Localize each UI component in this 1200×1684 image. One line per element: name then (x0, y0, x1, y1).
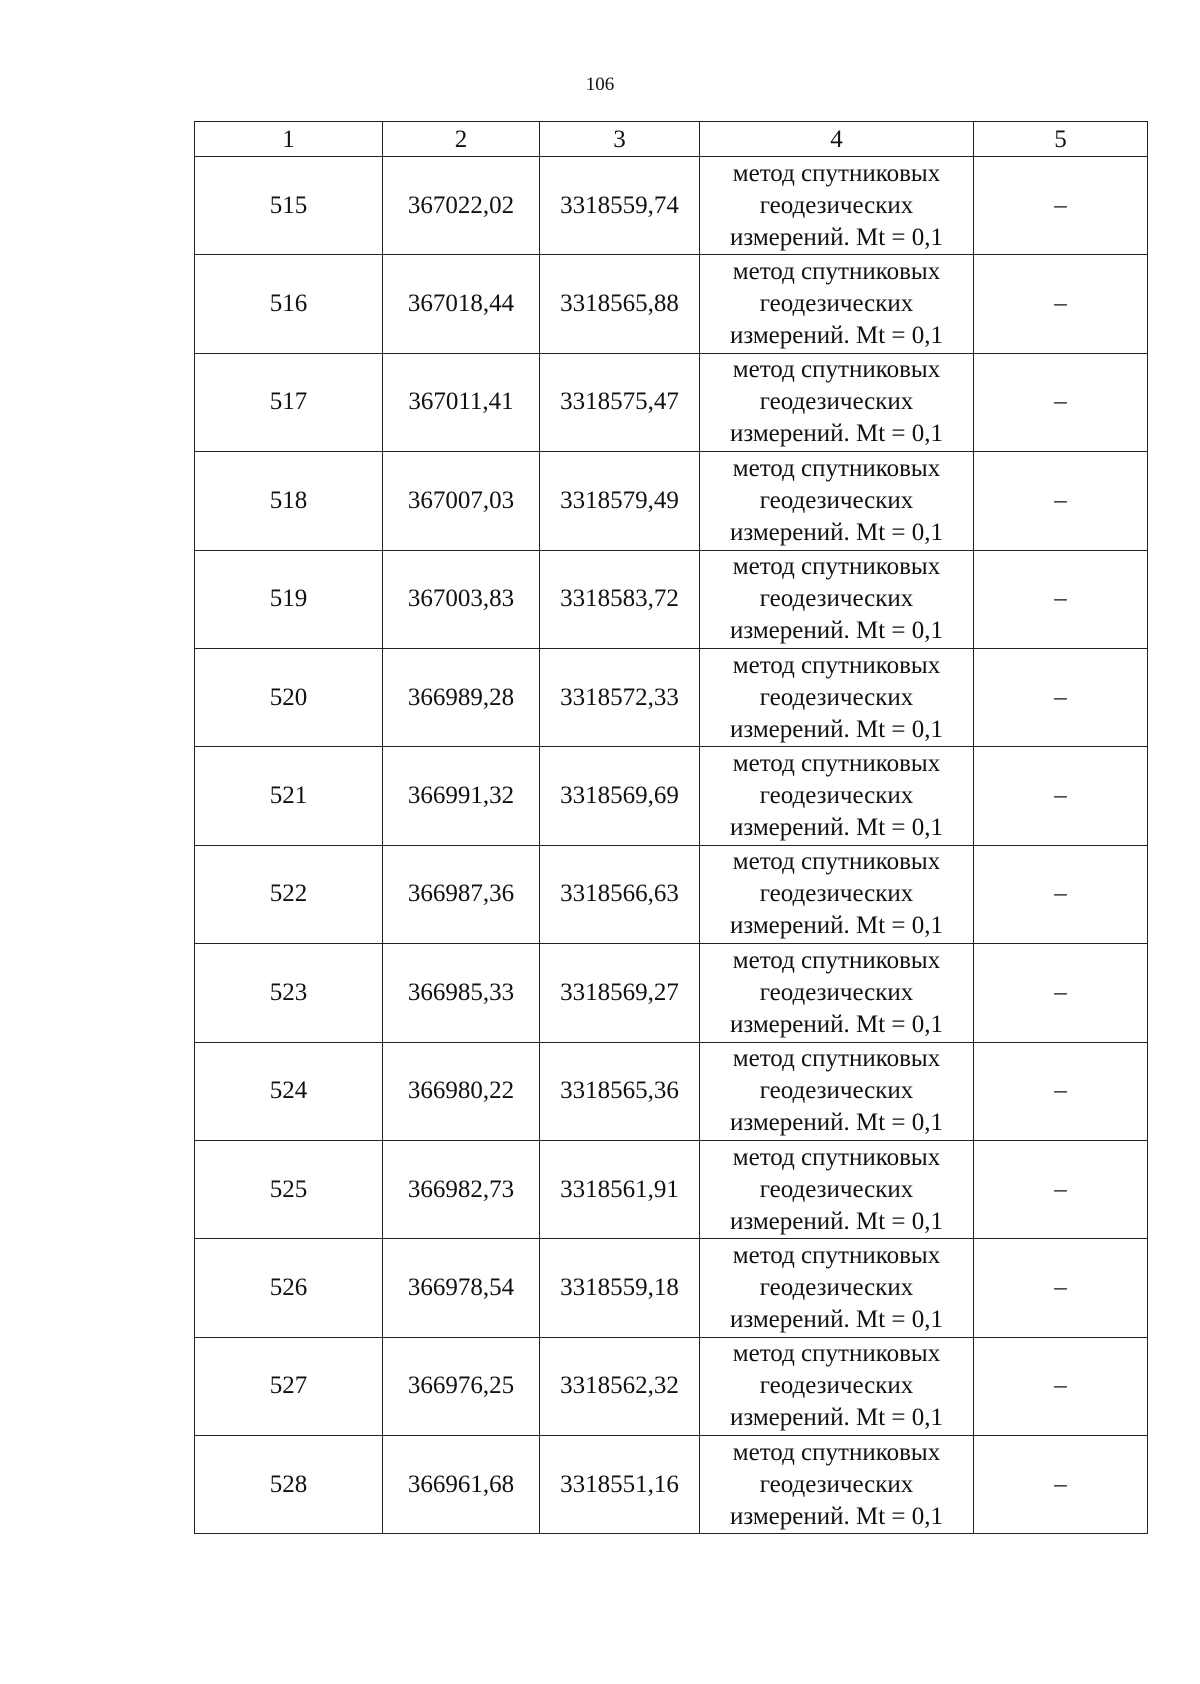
y-coordinate-cell: 3318572,33 (540, 648, 700, 746)
x-coordinate-cell: 366961,68 (383, 1436, 540, 1534)
point-number-cell: 525 (195, 1140, 383, 1238)
coordinates-table (194, 121, 1148, 1534)
method-cell: метод спутниковых геодезических измерений. Mt = 0,1 (700, 550, 974, 648)
x-coordinate-cell: 366976,25 (383, 1337, 540, 1435)
y-coordinate-cell: 3318559,74 (540, 157, 700, 255)
method-cell: метод спутниковых геодезических измерений. Mt = 0,1 (700, 1042, 974, 1140)
method-cell: метод спутниковых геодезических измерений. Mt = 0,1 (700, 747, 974, 845)
x-coordinate-cell: 366985,33 (383, 944, 540, 1042)
header-row (195, 122, 1148, 157)
table-body (195, 157, 1148, 1534)
y-coordinate-cell: 3318569,69 (540, 747, 700, 845)
header-col-1: 1 (195, 122, 383, 157)
note-cell: – (974, 1436, 1148, 1534)
header-col-2: 2 (383, 122, 540, 157)
method-cell: метод спутниковых геодезических измерений. Mt = 0,1 (700, 1239, 974, 1337)
y-coordinate-cell: 3318575,47 (540, 353, 700, 451)
x-coordinate-cell: 366989,28 (383, 648, 540, 746)
table-row (195, 648, 1148, 746)
note-cell: – (974, 452, 1148, 550)
note-cell: – (974, 1042, 1148, 1140)
note-cell: – (974, 157, 1148, 255)
table-row (195, 157, 1148, 255)
x-coordinate-cell: 367007,03 (383, 452, 540, 550)
method-cell: метод спутниковых геодезических измерений. Mt = 0,1 (700, 648, 974, 746)
method-cell: метод спутниковых геодезических измерений. Mt = 0,1 (700, 255, 974, 353)
table-row (195, 353, 1148, 451)
table-row (195, 550, 1148, 648)
y-coordinate-cell: 3318579,49 (540, 452, 700, 550)
y-coordinate-cell: 3318551,16 (540, 1436, 700, 1534)
table-row (195, 1042, 1148, 1140)
note-cell: – (974, 550, 1148, 648)
method-cell: метод спутниковых геодезических измерений. Mt = 0,1 (700, 452, 974, 550)
point-number-cell: 516 (195, 255, 383, 353)
x-coordinate-cell: 366980,22 (383, 1042, 540, 1140)
x-coordinate-cell: 366987,36 (383, 845, 540, 943)
table-row (195, 944, 1148, 1042)
point-number-cell: 521 (195, 747, 383, 845)
y-coordinate-cell: 3318569,27 (540, 944, 700, 1042)
x-coordinate-cell: 366982,73 (383, 1140, 540, 1238)
method-cell: метод спутниковых геодезических измерений. Mt = 0,1 (700, 1337, 974, 1435)
note-cell: – (974, 353, 1148, 451)
method-cell: метод спутниковых геодезических измерений. Mt = 0,1 (700, 1436, 974, 1534)
header-col-3: 3 (540, 122, 700, 157)
page-number: 106 (585, 74, 615, 95)
point-number-cell: 524 (195, 1042, 383, 1140)
y-coordinate-cell: 3318583,72 (540, 550, 700, 648)
method-cell: метод спутниковых геодезических измерений. Mt = 0,1 (700, 944, 974, 1042)
x-coordinate-cell: 367018,44 (383, 255, 540, 353)
table-row (195, 452, 1148, 550)
table-row (195, 747, 1148, 845)
point-number-cell: 528 (195, 1436, 383, 1534)
note-cell: – (974, 944, 1148, 1042)
y-coordinate-cell: 3318561,91 (540, 1140, 700, 1238)
header-col-5: 5 (974, 122, 1148, 157)
point-number-cell: 526 (195, 1239, 383, 1337)
table-row (195, 1436, 1148, 1534)
point-number-cell: 518 (195, 452, 383, 550)
table-row (195, 1140, 1148, 1238)
x-coordinate-cell: 367022,02 (383, 157, 540, 255)
point-number-cell: 527 (195, 1337, 383, 1435)
method-cell: метод спутниковых геодезических измерений. Mt = 0,1 (700, 845, 974, 943)
note-cell: – (974, 255, 1148, 353)
point-number-cell: 515 (195, 157, 383, 255)
x-coordinate-cell: 366978,54 (383, 1239, 540, 1337)
x-coordinate-cell: 367003,83 (383, 550, 540, 648)
table-row (195, 1337, 1148, 1435)
table-row (195, 845, 1148, 943)
table-row (195, 1239, 1148, 1337)
y-coordinate-cell: 3318562,32 (540, 1337, 700, 1435)
method-cell: метод спутниковых геодезических измерений. Mt = 0,1 (700, 157, 974, 255)
point-number-cell: 517 (195, 353, 383, 451)
note-cell: – (974, 1337, 1148, 1435)
table-row (195, 255, 1148, 353)
table-header (195, 122, 1148, 157)
note-cell: – (974, 1140, 1148, 1238)
point-number-cell: 519 (195, 550, 383, 648)
point-number-cell: 522 (195, 845, 383, 943)
point-number-cell: 520 (195, 648, 383, 746)
y-coordinate-cell: 3318559,18 (540, 1239, 700, 1337)
note-cell: – (974, 1239, 1148, 1337)
x-coordinate-cell: 367011,41 (383, 353, 540, 451)
method-cell: метод спутниковых геодезических измерений. Mt = 0,1 (700, 353, 974, 451)
note-cell: – (974, 747, 1148, 845)
y-coordinate-cell: 3318566,63 (540, 845, 700, 943)
y-coordinate-cell: 3318565,88 (540, 255, 700, 353)
y-coordinate-cell: 3318565,36 (540, 1042, 700, 1140)
method-cell: метод спутниковых геодезических измерений. Mt = 0,1 (700, 1140, 974, 1238)
header-col-4: 4 (700, 122, 974, 157)
note-cell: – (974, 648, 1148, 746)
note-cell: – (974, 845, 1148, 943)
point-number-cell: 523 (195, 944, 383, 1042)
x-coordinate-cell: 366991,32 (383, 747, 540, 845)
